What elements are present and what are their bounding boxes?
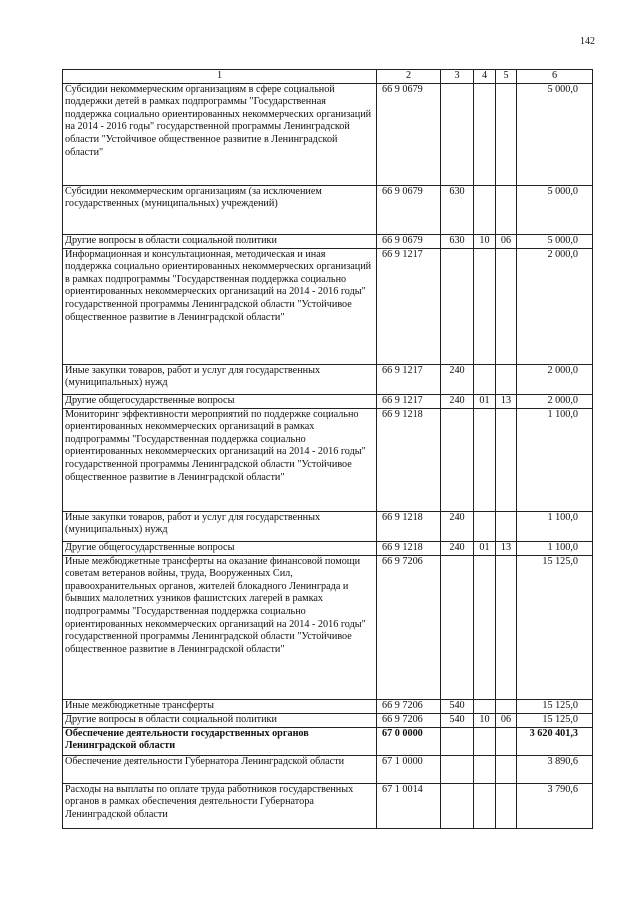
row-subsection: 06 [496, 713, 517, 727]
row-amount: 2 000,0 [517, 364, 593, 394]
row-name: Мониторинг эффективности мероприятий по поддержке социально ориентированных некоммерческих организаций в рамках подпрограммы "Государственная поддержка социально ориентированных некоммерческих организаций на 2014 - 2016 годы" государственной программы Ленинградской области "Устойчивое общественное развитие в Ленинградской области" [63, 408, 377, 511]
row-code: 67 1 0014 [377, 783, 441, 828]
row-code: 66 9 1217 [377, 364, 441, 394]
row-name: Обеспечение деятельности государственных органов Ленинградской области [63, 727, 377, 755]
row-type: 540 [441, 699, 474, 713]
row-subsection [496, 555, 517, 699]
row-type: 540 [441, 713, 474, 727]
row-subsection [496, 511, 517, 541]
row-code: 66 9 1218 [377, 511, 441, 541]
row-name: Информационная и консультационная, методическая и иная поддержка социально ориентированных некоммерческих организаций в рамках подпрограммы "Государственная поддержка социально ориентированных некоммерческих организаций на 2014 - 2016 годы" государственной программы Ленинградской области "Устойчивое общественное развитие в Ленинградской области" [63, 248, 377, 364]
row-subsection [496, 83, 517, 185]
row-name: Иные межбюджетные трансферты на оказание финансовой помощи советам ветеранов войны, труда, Вооруженных Сил, правоохранительных органов, жителей блокадного Ленинграда и бывших малолетних узников фашистских лагерей в рамках подпрограммы "Государственная поддержка социально ориентированных некоммерческих организаций на 2014 - 2016 годы" государственной программы Ленинградской области "Устойчивое общественное развитие в Ленинградской области" [63, 555, 377, 699]
table-row [63, 713, 593, 727]
table-row [63, 83, 593, 185]
row-code: 66 9 1218 [377, 408, 441, 511]
table-row [63, 541, 593, 555]
row-section [474, 727, 496, 755]
header-col-2: 2 [377, 70, 441, 84]
table-row [63, 394, 593, 408]
table-row [63, 755, 593, 783]
row-amount: 3 790,6 [517, 783, 593, 828]
row-subsection: 06 [496, 234, 517, 248]
row-code: 66 9 0679 [377, 185, 441, 234]
row-section [474, 755, 496, 783]
row-subsection [496, 755, 517, 783]
row-name: Субсидии некоммерческим организациям в сфере социальной поддержки детей в рамках подпрограммы "Государственная поддержка социально ориентированных некоммерческих организаций на 2014 - 2016 годы" государственной программы Ленинградской области "Устойчивое общественное развитие в Ленинградской области" [63, 83, 377, 185]
table-row [63, 699, 593, 713]
row-amount: 15 125,0 [517, 713, 593, 727]
header-col-1: 1 [63, 70, 377, 84]
row-type [441, 783, 474, 828]
row-amount: 1 100,0 [517, 408, 593, 511]
row-type [441, 408, 474, 511]
row-subsection [496, 783, 517, 828]
budget-table [62, 69, 593, 829]
row-amount: 3 620 401,3 [517, 727, 593, 755]
row-type: 240 [441, 541, 474, 555]
row-section: 10 [474, 713, 496, 727]
row-amount: 3 890,6 [517, 755, 593, 783]
row-amount: 5 000,0 [517, 83, 593, 185]
table-row [63, 234, 593, 248]
row-type: 240 [441, 364, 474, 394]
row-section: 01 [474, 394, 496, 408]
row-name: Иные закупки товаров, работ и услуг для государственных (муниципальных) нужд [63, 364, 377, 394]
row-subsection: 13 [496, 541, 517, 555]
row-section [474, 783, 496, 828]
table-row [63, 185, 593, 234]
row-amount: 1 100,0 [517, 541, 593, 555]
table-row [63, 248, 593, 364]
row-amount: 2 000,0 [517, 394, 593, 408]
row-type: 630 [441, 185, 474, 234]
row-code: 66 9 1217 [377, 248, 441, 364]
table-row [63, 555, 593, 699]
row-type [441, 755, 474, 783]
row-type [441, 555, 474, 699]
row-name: Обеспечение деятельности Губернатора Ленинградской области [63, 755, 377, 783]
row-section [474, 185, 496, 234]
row-code: 66 9 7206 [377, 713, 441, 727]
row-type: 630 [441, 234, 474, 248]
row-section [474, 83, 496, 185]
row-section [474, 511, 496, 541]
row-subsection [496, 408, 517, 511]
header-col-6: 6 [517, 70, 593, 84]
row-name: Субсидии некоммерческим организациям (за исключением государственных (муниципальных) учреждений) [63, 185, 377, 234]
row-code: 67 1 0000 [377, 755, 441, 783]
row-code: 66 9 0679 [377, 83, 441, 185]
row-type [441, 83, 474, 185]
row-section [474, 555, 496, 699]
row-code: 66 9 7206 [377, 555, 441, 699]
header-row [63, 70, 593, 84]
row-name: Другие общегосударственные вопросы [63, 394, 377, 408]
row-code: 66 9 0679 [377, 234, 441, 248]
row-code: 66 9 1217 [377, 394, 441, 408]
row-code: 66 9 7206 [377, 699, 441, 713]
row-subsection [496, 248, 517, 364]
table-row [63, 364, 593, 394]
row-subsection [496, 699, 517, 713]
row-name: Другие общегосударственные вопросы [63, 541, 377, 555]
table-row [63, 511, 593, 541]
row-amount: 15 125,0 [517, 699, 593, 713]
row-subsection [496, 185, 517, 234]
row-section [474, 364, 496, 394]
row-section: 01 [474, 541, 496, 555]
row-name: Иные межбюджетные трансферты [63, 699, 377, 713]
header-col-5: 5 [496, 70, 517, 84]
table-row [63, 408, 593, 511]
row-subsection [496, 727, 517, 755]
row-code: 67 0 0000 [377, 727, 441, 755]
table-row [63, 727, 593, 755]
header-col-4: 4 [474, 70, 496, 84]
row-type: 240 [441, 394, 474, 408]
row-type: 240 [441, 511, 474, 541]
row-section [474, 248, 496, 364]
row-type [441, 248, 474, 364]
row-name: Расходы на выплаты по оплате труда работников государственных органов в рамках обеспечения деятельности Губернатора Ленинградской области [63, 783, 377, 828]
row-subsection [496, 364, 517, 394]
table-row [63, 783, 593, 828]
page-number: 142 [580, 36, 595, 47]
row-name: Другие вопросы в области социальной политики [63, 234, 377, 248]
row-amount: 2 000,0 [517, 248, 593, 364]
row-section: 10 [474, 234, 496, 248]
row-name: Другие вопросы в области социальной политики [63, 713, 377, 727]
row-section [474, 699, 496, 713]
row-type [441, 727, 474, 755]
row-amount: 5 000,0 [517, 185, 593, 234]
header-col-3: 3 [441, 70, 474, 84]
row-subsection: 13 [496, 394, 517, 408]
row-section [474, 408, 496, 511]
row-name: Иные закупки товаров, работ и услуг для государственных (муниципальных) нужд [63, 511, 377, 541]
row-amount: 15 125,0 [517, 555, 593, 699]
row-code: 66 9 1218 [377, 541, 441, 555]
row-amount: 5 000,0 [517, 234, 593, 248]
row-amount: 1 100,0 [517, 511, 593, 541]
